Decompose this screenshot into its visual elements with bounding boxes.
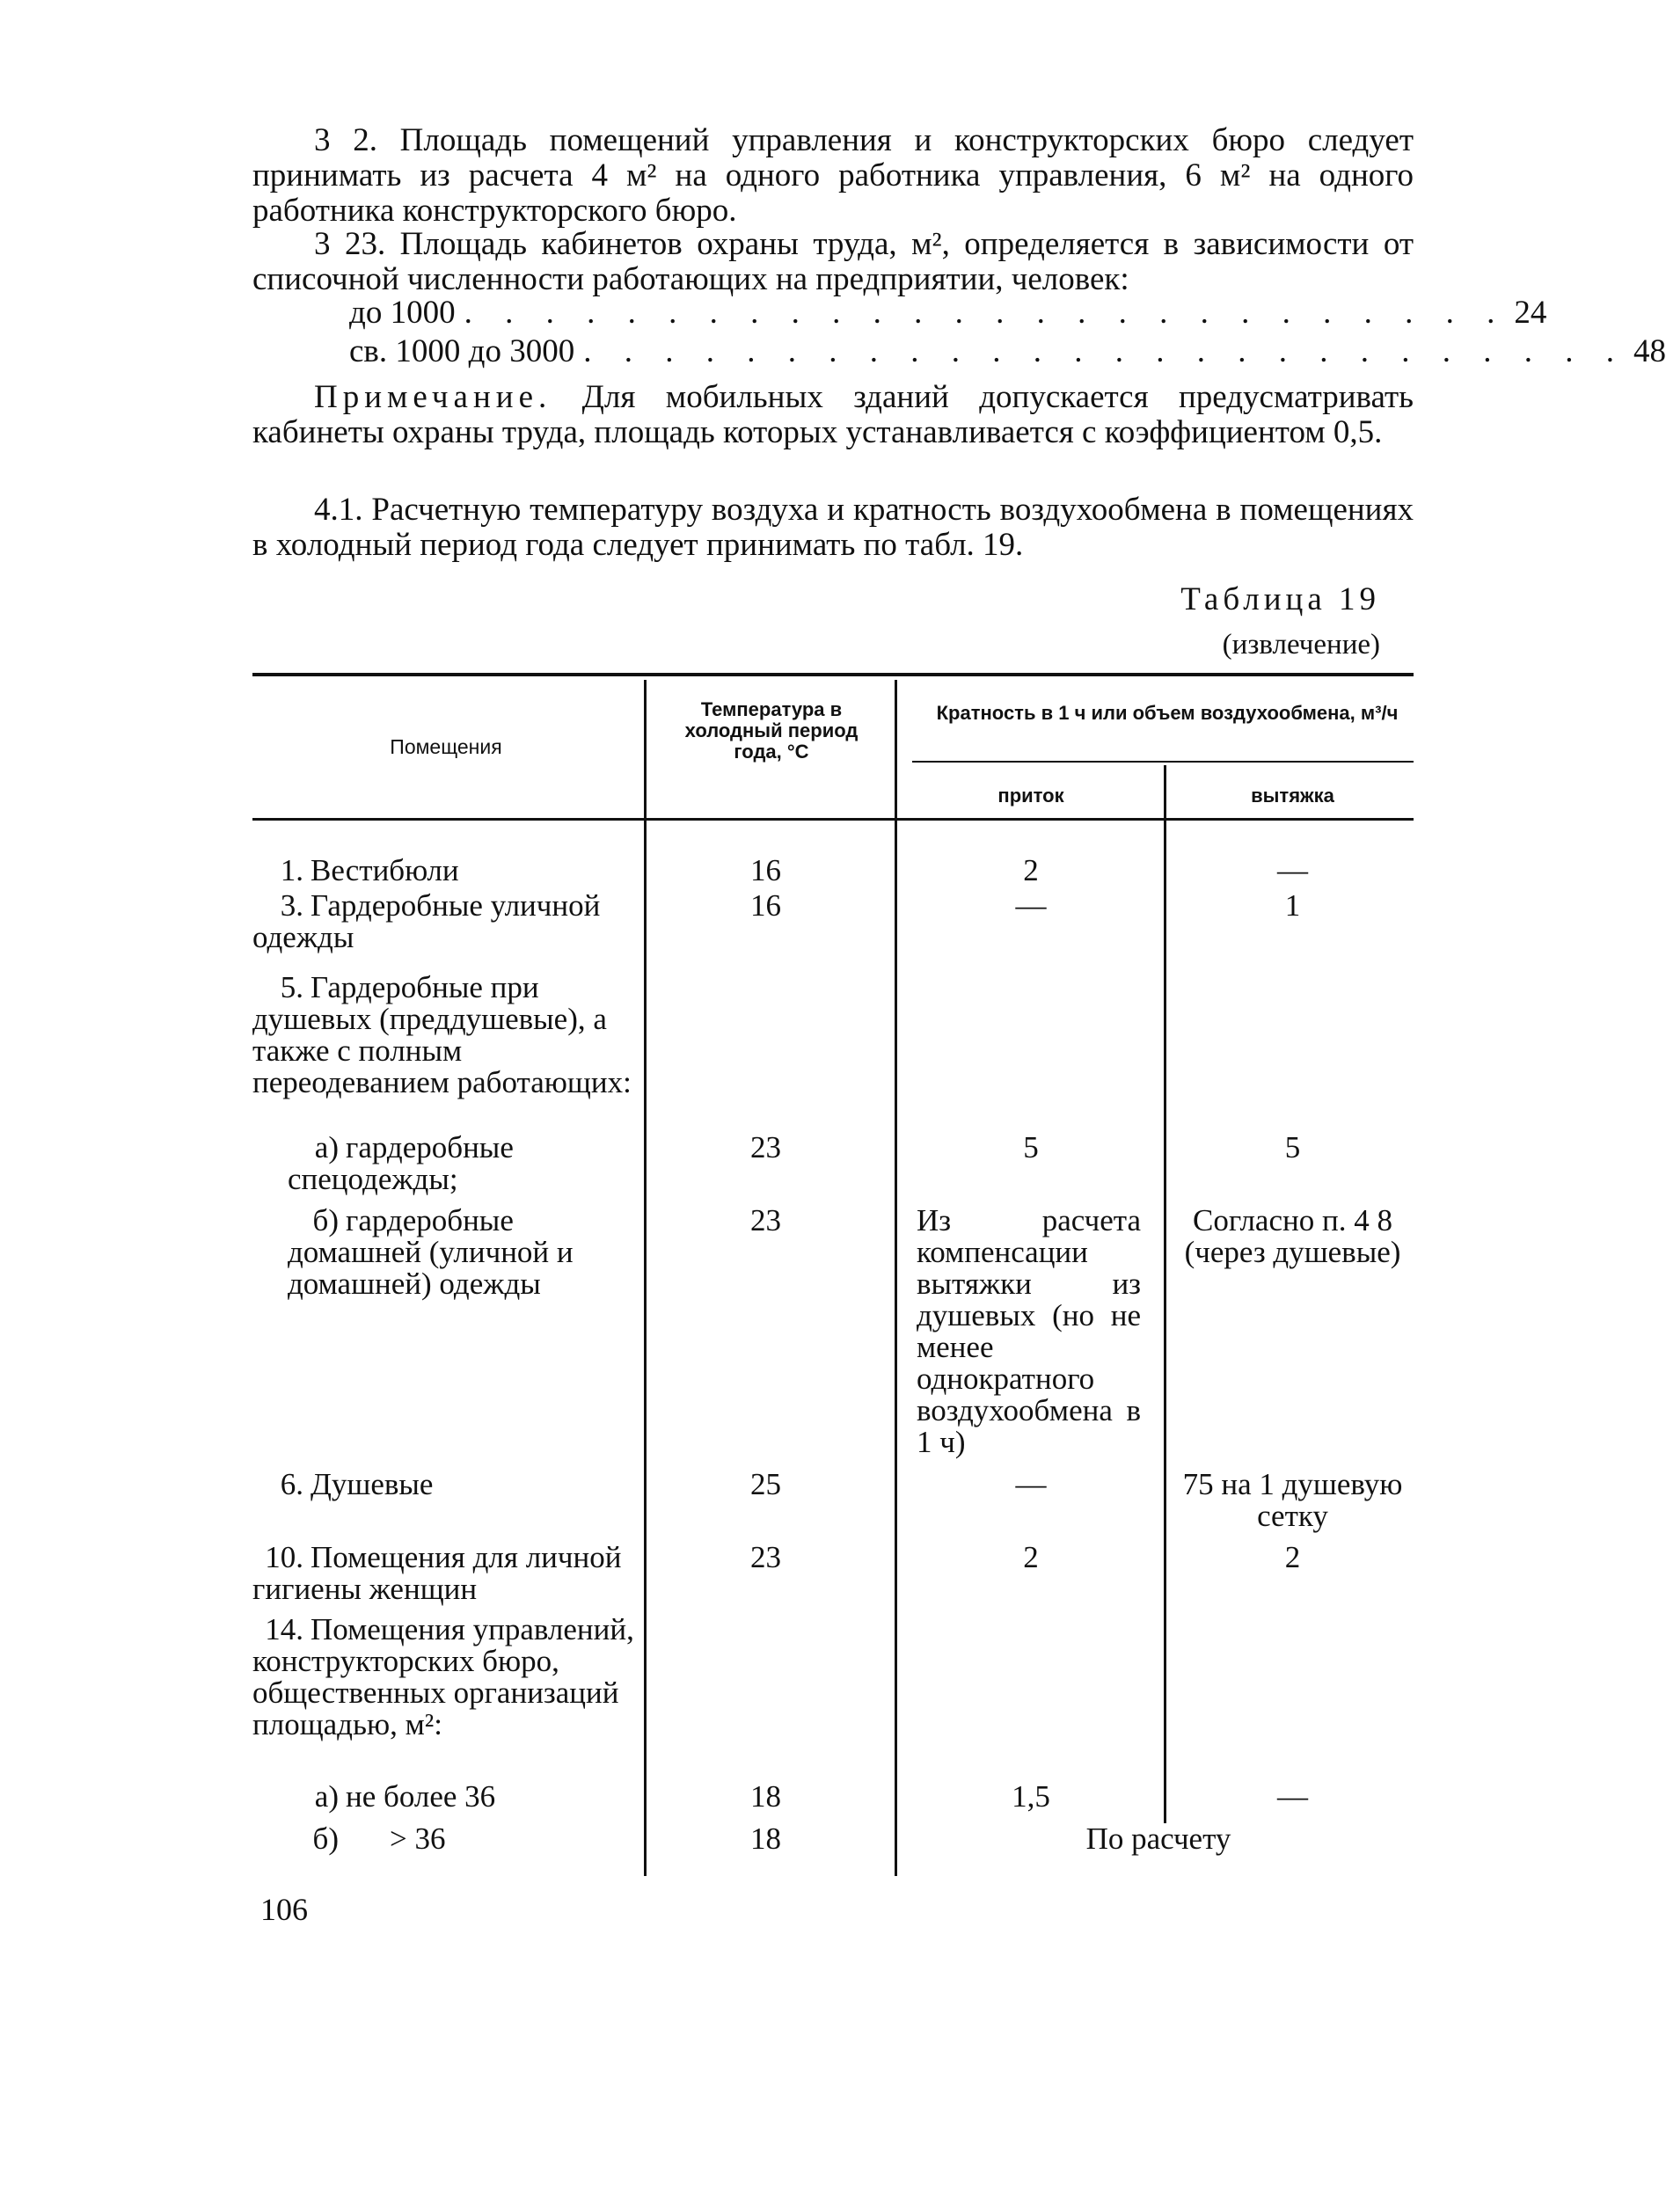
supply-value: Из расчета компенсации вытяжки из душевых (но не менее однократного воздухообмена в 1 ч) [917, 1203, 1141, 1459]
row-number: 3. [280, 888, 303, 923]
room-name: гардеробные спецодежды; [288, 1130, 514, 1196]
header-supply: приток [997, 785, 1064, 807]
paragraph-4-1-text: 4.1. Расчетную температуру воздуха и кратность воздухообмена в помещениях в холодный период года следует принимать по табл. 19. [252, 492, 1414, 563]
row-number: б) [312, 1821, 339, 1856]
paragraph-3-2 [252, 123, 1414, 229]
header-temperature: Температура в холодный период года, °С [684, 698, 859, 763]
row-number: 1. [280, 853, 303, 887]
header-air-rate: Кратность в 1 ч или объем воздухообмена, м³/ч [936, 702, 1399, 724]
leader-dots: . . . . . . . . . . . . . . . . . . . . . . . . . . [464, 295, 1508, 331]
row-number: а) [314, 1779, 339, 1814]
occupancy-label: до 1000 [349, 295, 456, 331]
temperature-value: 23 [750, 1203, 781, 1237]
supply-merged-value: По расчету [903, 1823, 1414, 1855]
occupancy-label: св. 1000 до 3000 [349, 333, 575, 369]
supply-value: — [1015, 888, 1047, 923]
temperature-value: 16 [750, 888, 781, 923]
header-exhaust: вытяжка [1251, 785, 1334, 807]
row-number: 14. [265, 1612, 303, 1646]
exhaust-value: — [1277, 1779, 1308, 1814]
table-top-rule [252, 673, 1414, 676]
temperature-value: 25 [750, 1467, 781, 1501]
room-name: Гардеробные уличной одежды [252, 888, 601, 954]
note-paragraph [252, 380, 1414, 450]
column-divider [895, 680, 897, 1876]
paragraph-3-2-text: 3 2. Площадь помещений управления и конструкторских бюро следует принимать из расчета 4 м² на одного работника управления, 6 м² на одного работника конструкторского бюро. [252, 122, 1414, 229]
occupancy-value: 24 [1514, 295, 1547, 331]
exhaust-value: 1 [1284, 888, 1301, 923]
exhaust-value: 2 [1284, 1540, 1301, 1574]
row-number: 6. [280, 1467, 303, 1501]
exhaust-value: 5 [1284, 1130, 1301, 1164]
temperature-value: 16 [750, 853, 781, 887]
temperature-value: 23 [750, 1540, 781, 1574]
room-name: Помещения управлений, конструкторских бюро, общественных организаций площадью, м²: [252, 1612, 634, 1741]
table-subheader-rule [912, 761, 1414, 763]
supply-value: 2 [1023, 1540, 1039, 1574]
room-name: Помещения для личной гигиены женщин [252, 1540, 622, 1606]
occupancy-line-1 [349, 292, 1547, 334]
row-number: а) [314, 1130, 339, 1164]
note-label: Примечание. [314, 379, 552, 415]
room-name: > 36 [390, 1821, 446, 1856]
supply-value: — [1015, 1467, 1047, 1501]
room-name: Вестибюли [311, 853, 459, 887]
temperature-value: 18 [750, 1821, 781, 1856]
room-name: гардеробные домашней (уличной и домашней) одежды [288, 1203, 574, 1301]
table-header-rule [252, 818, 1414, 821]
paragraph-3-23-text: 3 23. Площадь кабинетов охраны труда, м², определяется в зависимости от списочной численности работающих на предприятии, человек: [252, 226, 1414, 297]
room-name: не более 36 [346, 1779, 496, 1814]
row-number: 5. [280, 970, 303, 1004]
header-rooms: Помещения [390, 735, 502, 758]
supply-value: 5 [1023, 1130, 1039, 1164]
exhaust-value: 75 на 1 душевую сетку [1182, 1467, 1403, 1533]
column-divider [644, 680, 647, 1876]
occupancy-line-2 [349, 331, 1666, 373]
table-caption: Таблица 19 [1180, 581, 1380, 617]
paragraph-3-23 [252, 227, 1414, 297]
row-number: 10. [265, 1540, 303, 1574]
room-name: Гардеробные при душевых (преддушевые), а также с полным переодеванием работающих: [252, 970, 632, 1099]
note-text: Для мобильных зданий допускается предусматривать кабинеты охраны труда, площадь которых устанавливается с коэффициентом 0,5. [252, 379, 1414, 450]
occupancy-value: 48 [1633, 333, 1666, 369]
room-name: Душевые [311, 1467, 434, 1501]
temperature-value: 18 [750, 1779, 781, 1814]
leader-dots: . . . . . . . . . . . . . . . . . . . . . . . . . . [583, 333, 1626, 369]
column-divider [1164, 765, 1166, 1851]
supply-value: 2 [1023, 853, 1039, 887]
page-number: 106 [260, 1892, 308, 1927]
exhaust-value: Согласно п. 4 8 (через душевые) [1184, 1203, 1401, 1269]
temperature-value: 23 [750, 1130, 781, 1164]
paragraph-4-1 [252, 493, 1414, 563]
row-number: б) [312, 1203, 339, 1237]
supply-value: 1,5 [1012, 1779, 1050, 1814]
exhaust-value: — [1277, 853, 1308, 887]
table-subcaption: (извлечение) [1222, 629, 1380, 661]
